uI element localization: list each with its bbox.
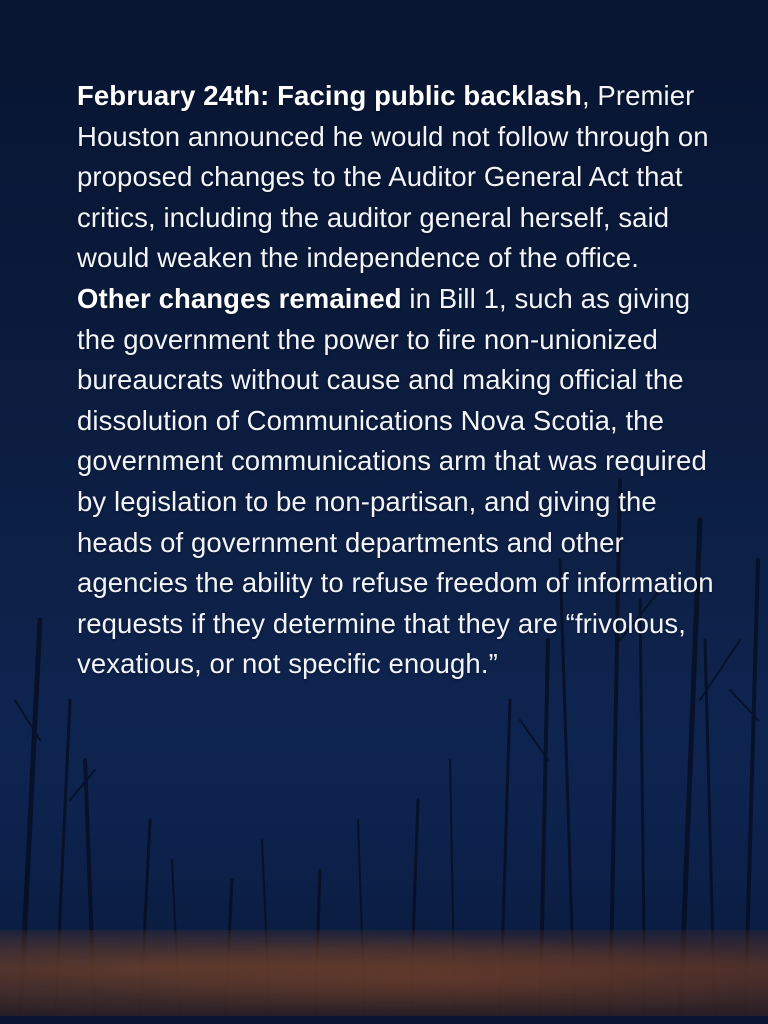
bottom-edge bbox=[0, 1016, 768, 1024]
paragraph-text-part-2: in Bill 1, such as giving the government the power to fire non-unionized bureaucrats without cause and making official the dissolution of Communications Nova Scotia, the government communications arm that was required by legislation to be non-partisan, and giving the heads of government departments and other agencies the ability to refuse freedom of information requests if they determine that they are “frivolous, vexatious, or not specific enough.” bbox=[77, 282, 714, 680]
article-paragraph bbox=[77, 76, 717, 685]
forest-ground bbox=[0, 930, 768, 1024]
paragraph-text-part-1: , Premier Houston announced he would not follow through on proposed changes to the Auditor General Act that critics, including the auditor general herself, said would weaken the independence of the office. bbox=[77, 80, 709, 274]
highlight-other-changes: Other changes remained bbox=[77, 282, 402, 314]
date-heading: February 24th: Facing public backlash bbox=[77, 80, 582, 111]
